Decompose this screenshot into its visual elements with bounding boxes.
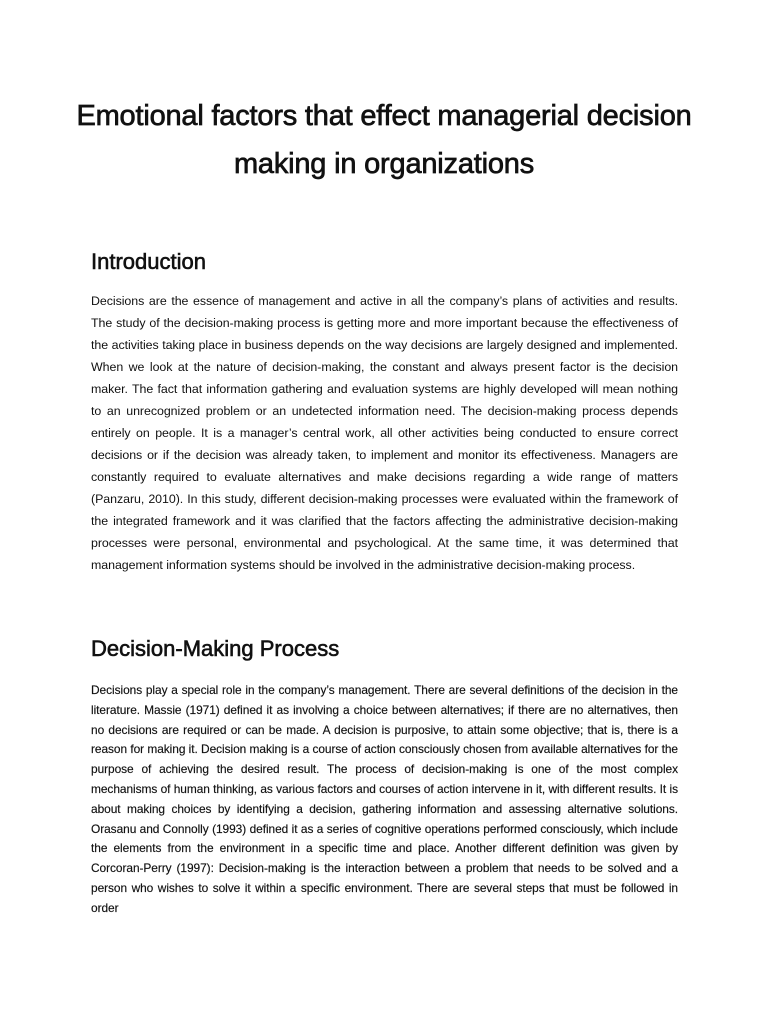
section-heading-decision-making-process: Decision-Making Process [91,636,340,661]
section-body-introduction: Decisions are the essence of management and active in all the company’s plans of activities and results. The study of the decision-making process is getting more and more important because the effectiveness of the activities taking place in business depends on the way decisions are largely designed and implemented. When we look at the nature of decision-making, the constant and always present factor is the decision maker. The fact that information gathering and evaluation systems are highly developed will mean nothing to an unrecognized problem or an undetected information need. The decision-making process depends entirely on people. It is a manager’s central work, all other activities being conducted to ensure correct decisions or if the decision was already taken, to implement and monitor its effectiveness. Managers are constantly required to evaluate alternatives and make decisions regarding a wide range of matters (Panzaru, 2010). In this study, different decision-making processes were evaluated within the framework of the integrated framework and it was clarified that the factors affecting the administrative decision-making processes were personal, environmental and psychological. At the same time, it was determined that management information systems should be involved in the administrative decision-making process. [91,294,678,572]
section-body-decision-making-process: Decisions play a special role in the company’s management. There are several definitions of the decision in the literature. Massie (1971) defined it as involving a choice between alternatives; if there are no alternatives, then no decisions are required or can be made. A decision is purposive, to attain some objective; that is, there is a reason for making it. Decision making is a course of action consciously chosen from available alternatives for the purpose of achieving the desired result. The process of decision-making is one of the most complex mechanisms of human thinking, as various factors and courses of action intervene in it, with different results. It is about making choices by identifying a decision, gathering information and assessing alternative solutions. Orasanu and Connolly (1993) defined it as a series of cognitive operations performed consciously, which include the elements from the environment in a specific time and place. Another different definition was given by Corcoran-Perry (1997): Decision-making is the interaction between a problem that needs to be solved and a person who wishes to solve it within a specific environment. There are several steps that must be followed in order [91,683,678,915]
section-heading-introduction: Introduction [91,249,206,274]
document-title: Emotional factors that effect managerial decision making in organizations [76,100,692,180]
